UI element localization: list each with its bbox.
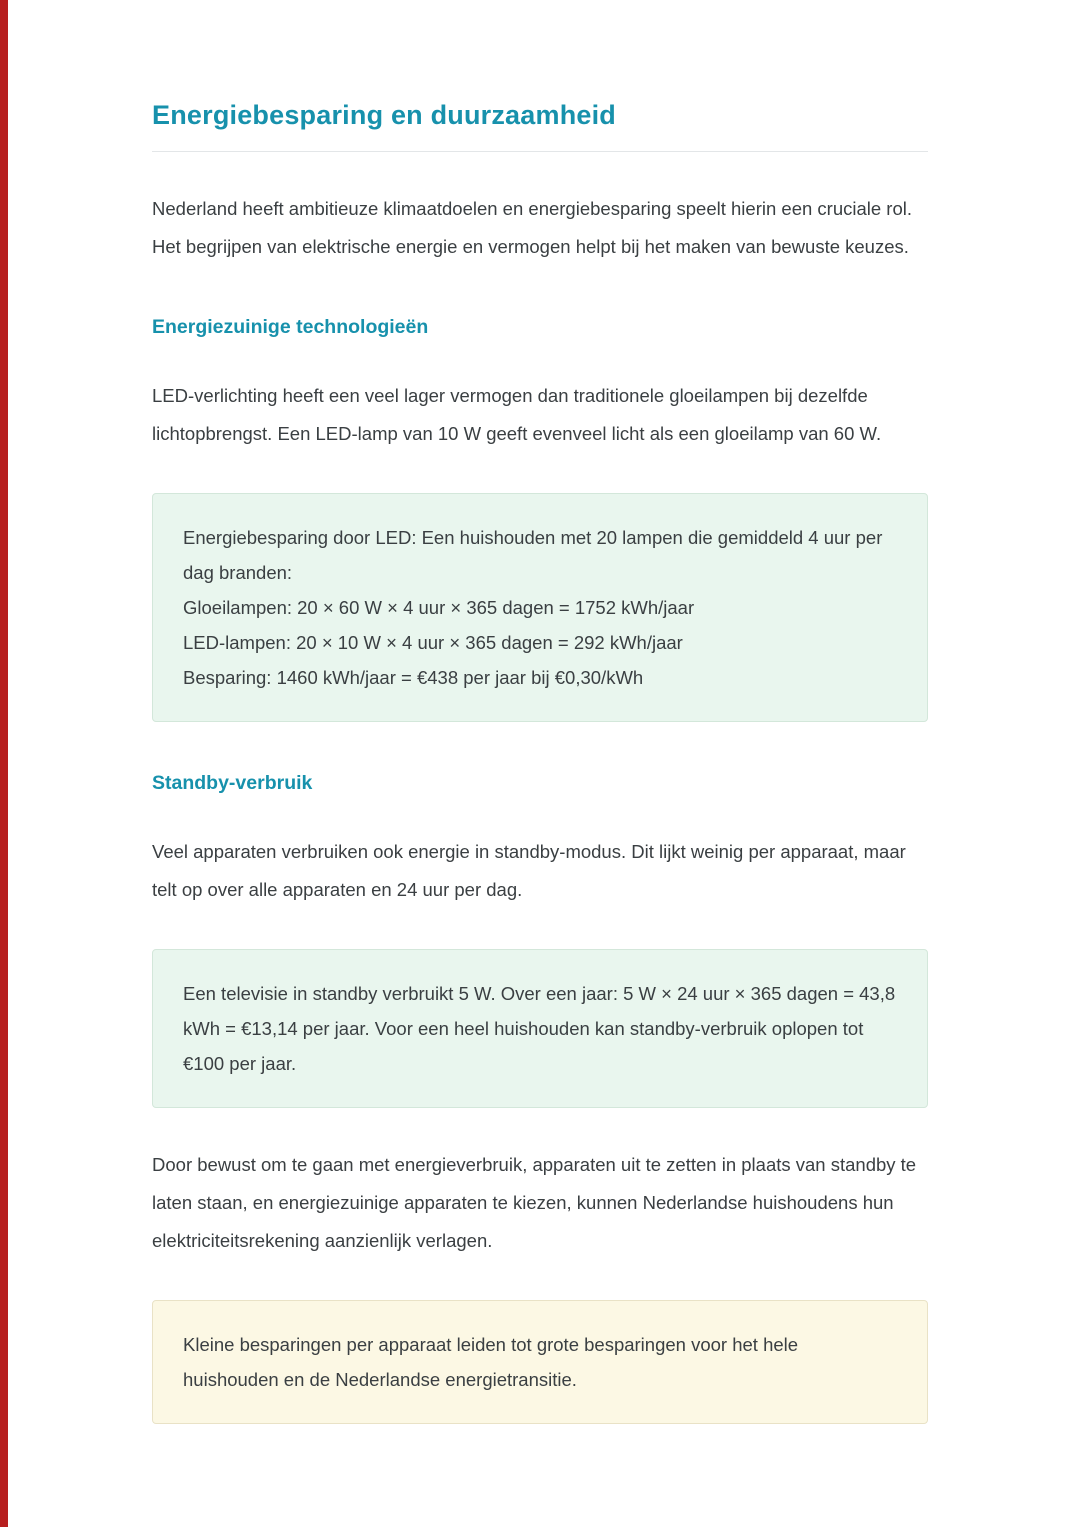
callout-line: Gloeilampen: 20 × 60 W × 4 uur × 365 dagen = 1752 kWh/jaar <box>183 597 695 618</box>
closing-paragraph: Door bewust om te gaan met energieverbruik, apparaten uit te zetten in plaats van standby te laten staan, en energiezuinige apparaten te kiezen, kunnen Nederlandse huishoudens hun elektriciteitsrekening aanzienlijk verlagen. <box>152 1154 917 1251</box>
section-heading-standby-verbruik: Standby-verbruik <box>152 772 313 794</box>
section2-paragraph: Veel apparaten verbruiken ook energie in standby-modus. Dit lijkt weinig per apparaat, maar telt op over alle apparaten en 24 uur per dag. <box>152 841 906 900</box>
callout-standby-verbruik <box>152 949 928 1108</box>
highlight-callout <box>152 1300 928 1424</box>
section-heading-energiezuinige-technologieen: Energiezuinige technologieën <box>152 316 429 338</box>
callout-line: Energiebesparing door LED: Een huishouden met 20 lampen die gemiddeld 4 uur per dag branden: <box>183 527 883 583</box>
page-title: Energiebesparing en duurzaamheid <box>152 100 617 130</box>
intro-paragraph: Nederland heeft ambitieuze klimaatdoelen en energiebesparing speelt hierin een cruciale rol. Het begrijpen van elektrische energie en vermogen helpt bij het maken van bewuste keuzes. <box>152 198 912 257</box>
title-divider <box>152 151 928 152</box>
callout-led-besparing <box>152 493 928 722</box>
callout-line: LED-lampen: 20 × 10 W × 4 uur × 365 dagen = 292 kWh/jaar <box>183 632 683 653</box>
left-edge-red-bar <box>0 0 8 1527</box>
callout-line: Een televisie in standby verbruikt 5 W. Over een jaar: 5 W × 24 uur × 365 dagen = 43,8 kWh = €13,14 per jaar. Voor een heel huishouden kan standby-verbruik oplopen tot €100 per jaar. <box>183 983 896 1074</box>
section1-paragraph: LED-verlichting heeft een veel lager vermogen dan traditionele gloeilampen bij dezelfde lichtopbrengst. Een LED-lamp van 10 W geeft evenveel licht als een gloeilamp van 60 W. <box>152 385 882 444</box>
document-page <box>152 0 928 1504</box>
callout-line: Kleine besparingen per apparaat leiden tot grote besparingen voor het hele huishouden en de Nederlandse energietransitie. <box>183 1334 799 1390</box>
callout-line: Besparing: 1460 kWh/jaar = €438 per jaar bij €0,30/kWh <box>183 667 644 688</box>
